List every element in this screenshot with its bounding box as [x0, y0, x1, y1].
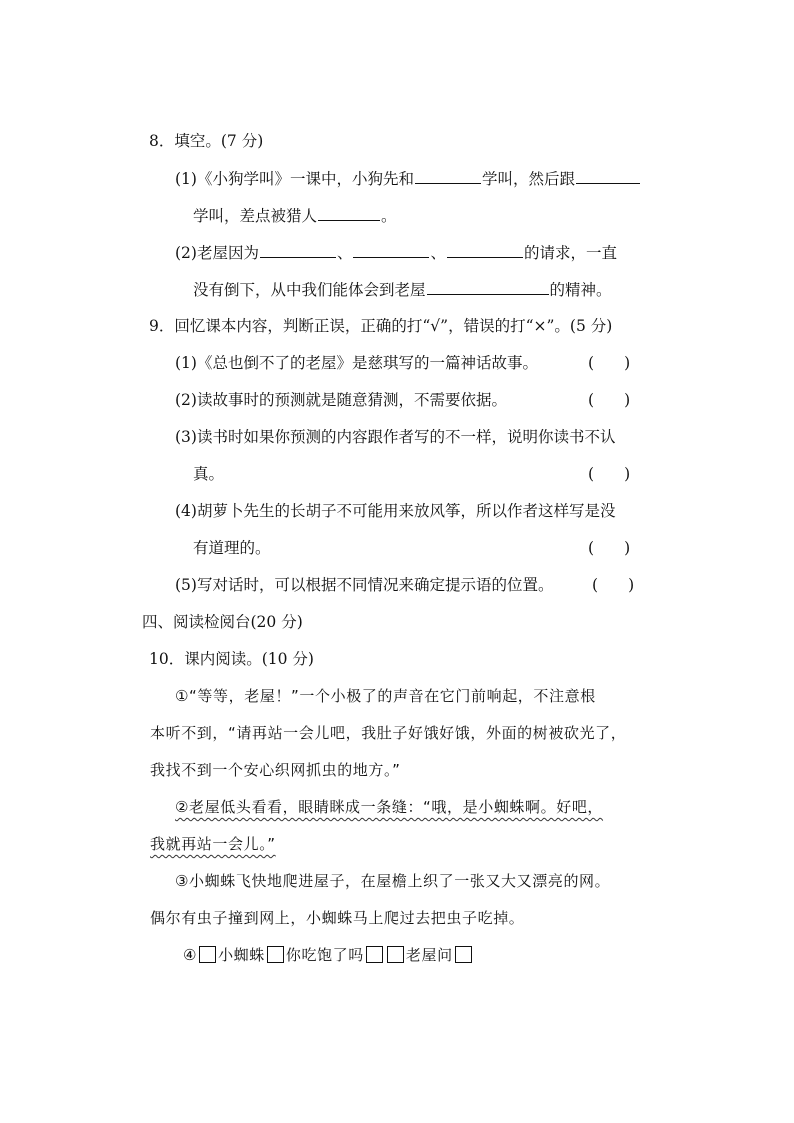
passage-p2-line-1 — [175, 797, 603, 817]
q9-item-5: (5)写对话时，可以根据不同情况来确定提示语的位置。 — [175, 576, 554, 594]
wavy-underlined-text: ②老屋低头看看，眼睛眯成一条缝：“哦，是小蜘蛛啊。好吧， — [175, 798, 604, 816]
passage-p4-word-1: 小蜘蛛 — [218, 946, 265, 964]
q9-title: 9．回忆课本内容，判断正误，正确的打“√”，错误的打“×”。(5 分) — [149, 317, 613, 335]
passage-p4-line — [183, 945, 474, 965]
q8-line-4-text-a: 没有倒下，从中我们能体会到老屋 — [193, 281, 426, 299]
answer-paren-4[interactable] — [588, 538, 630, 558]
blank-q8-7[interactable] — [427, 279, 549, 295]
section-4-heading: 四、阅读检阅台(20 分) — [142, 613, 303, 631]
punctuation-box-4[interactable] — [387, 946, 404, 963]
q8-line-4 — [193, 279, 612, 300]
blank-q8-1[interactable] — [415, 168, 481, 184]
blank-q8-6[interactable] — [447, 242, 523, 258]
paren-open: ( — [588, 539, 595, 557]
q8-sep-1: 、 — [336, 244, 353, 262]
paragraph-number: ④ — [183, 946, 198, 964]
q8-title: 8．填空。(7 分) — [149, 132, 264, 150]
passage-p3-line-1: ③小蜘蛛飞快地爬进屋子，在屋檐上织了一张又大又漂亮的网。 — [175, 872, 611, 890]
q9-item-4-line-1: (4)胡萝卜先生的长胡子不可能用来放风筝，所以作者这样写是没 — [175, 502, 616, 520]
q8-line-4-text-b: 的精神。 — [549, 281, 612, 299]
blank-q8-5[interactable] — [353, 242, 429, 258]
answer-paren-2[interactable] — [588, 390, 630, 410]
punctuation-box-5[interactable] — [455, 946, 472, 963]
q9-item-3-line-2: 真。 — [193, 465, 225, 483]
q8-line-3 — [175, 242, 617, 263]
passage-p1-line-3: 我找不到一个安心织网抓虫的地方。” — [150, 761, 401, 779]
paren-close: ) — [624, 354, 631, 372]
q10-title: 10．课内阅读。(10 分) — [149, 650, 314, 668]
passage-p4-word-2: 你吃饱了吗 — [285, 946, 364, 964]
answer-paren-1[interactable] — [588, 353, 630, 373]
q8-sep-2: 、 — [430, 244, 446, 262]
q9-item-4-line-2: 有道理的。 — [193, 539, 271, 557]
blank-q8-2[interactable] — [576, 168, 640, 184]
paren-close: ) — [624, 391, 631, 409]
q9-item-1: (1)《总也倒不了的老屋》是慈琪写的一篇神话故事。 — [175, 354, 538, 372]
q9-item-3-line-1: (3)读书时如果你预测的内容跟作者写的不一样，说明你读书不认 — [175, 428, 616, 446]
q8-line-3-text-a: (2)老屋因为 — [175, 244, 259, 262]
passage-p3-line-2: 偶尔有虫子撞到网上，小蜘蛛马上爬过去把虫子吃掉。 — [150, 909, 525, 927]
q8-line-2-text-b: 。 — [381, 207, 397, 225]
paren-close: ) — [624, 539, 631, 557]
paren-close: ) — [628, 576, 635, 594]
passage-p1-line-1: ①“等等，老屋！”一个小极了的声音在它门前响起，不注意根 — [175, 687, 596, 705]
answer-paren-5[interactable] — [592, 575, 634, 595]
q8-line-2-text-a: 学叫，差点被猎人 — [193, 207, 318, 225]
answer-paren-3[interactable] — [588, 464, 630, 484]
passage-p1-line-2: 本听不到，“请再站一会儿吧，我肚子好饿好饿，外面的树被砍光了， — [150, 724, 627, 742]
paren-open: ( — [592, 576, 599, 594]
q8-line-1-text-b: 学叫，然后跟 — [481, 170, 575, 188]
q8-line-2 — [193, 205, 397, 226]
q8-line-1 — [175, 168, 641, 189]
paren-close: ) — [624, 465, 631, 483]
paren-open: ( — [588, 465, 595, 483]
blank-q8-4[interactable] — [260, 242, 336, 258]
blank-q8-3[interactable] — [318, 205, 380, 221]
passage-p2-line-2 — [150, 834, 276, 854]
wavy-underlined-text: 我就再站一会儿。” — [150, 835, 276, 853]
passage-p4-word-3: 老屋问 — [405, 946, 453, 964]
punctuation-box-3[interactable] — [366, 946, 383, 963]
paren-open: ( — [588, 391, 595, 409]
paren-open: ( — [588, 354, 595, 372]
q9-item-2: (2)读故事时的预测就是随意猜测，不需要依据。 — [175, 391, 507, 409]
punctuation-box-1[interactable] — [199, 946, 216, 963]
q8-line-3-text-b: 的请求，一直 — [524, 244, 618, 262]
punctuation-box-2[interactable] — [267, 946, 284, 963]
q8-line-1-text-a: (1)《小狗学叫》一课中，小狗先和 — [175, 170, 414, 188]
